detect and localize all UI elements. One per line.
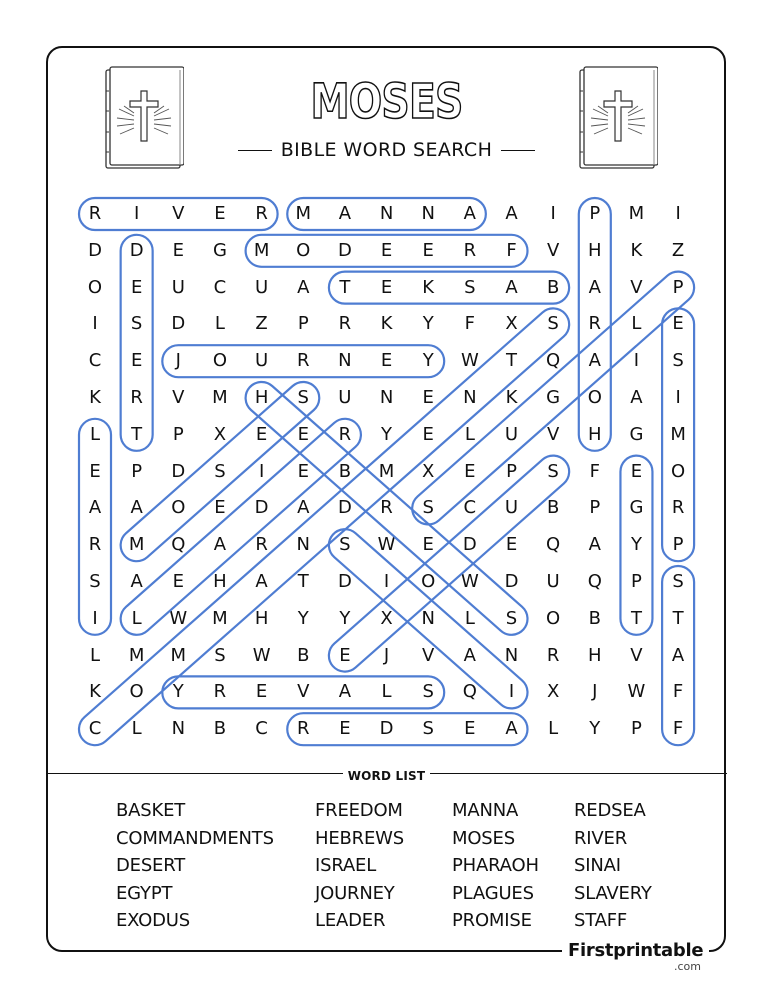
grid-letter: T	[630, 607, 642, 629]
grid-letter: C	[88, 350, 102, 372]
grid-letter: T	[506, 350, 517, 372]
word-highlight-manna	[287, 198, 486, 230]
grid-letter: U	[171, 276, 185, 298]
grid-letter: E	[422, 534, 434, 556]
grid-letter: N	[171, 718, 186, 740]
grid-letter: Q	[171, 534, 186, 556]
grid-letter: B	[546, 276, 560, 298]
grid-letter: R	[463, 239, 477, 261]
grid-letter: L	[464, 423, 475, 445]
grid-letter: V	[172, 387, 185, 408]
grid-letter: D	[462, 534, 477, 556]
grid-letter: E	[380, 350, 393, 372]
grid-letter: W	[169, 607, 188, 629]
grid-letter: B	[297, 644, 310, 666]
grid-letter: H	[213, 571, 227, 592]
grid-letter: L	[381, 681, 392, 703]
grid-letter: E	[422, 423, 434, 445]
grid-letter: O	[296, 239, 311, 261]
word-list-item: EXODUS	[116, 910, 190, 931]
grid-letter: S	[672, 350, 684, 372]
grid-letter: Y	[630, 534, 642, 556]
word-highlight-israel	[79, 419, 111, 635]
word-highlight-slavery	[162, 676, 444, 708]
grid-letter: K	[380, 313, 393, 335]
grid-letter: P	[631, 571, 642, 592]
grid-letter: R	[338, 423, 352, 445]
grid-letter: E	[505, 534, 518, 556]
grid-letter: C	[255, 718, 268, 740]
grid-letter: D	[129, 239, 144, 261]
grid-letter: S	[130, 313, 143, 335]
grid-letter: A	[213, 534, 227, 556]
word-highlight-commandments	[72, 302, 575, 752]
grid-letter: E	[630, 460, 643, 482]
grid-letter: E	[464, 460, 476, 482]
grid-letter: V	[172, 203, 185, 224]
grid-letter: A	[671, 644, 685, 666]
grid-letter: D	[171, 313, 186, 335]
grid-letter: M	[170, 644, 187, 666]
grid-letter: I	[675, 387, 681, 408]
grid-letter: E	[422, 239, 434, 261]
grid-letter: I	[258, 460, 265, 482]
grid-letter: S	[505, 607, 518, 629]
word-highlight-river	[79, 198, 278, 230]
grid-letter: I	[92, 313, 98, 335]
grid-letter: D	[337, 497, 352, 519]
word-list-item: FREEDOM	[315, 800, 403, 821]
grid-letter: E	[297, 423, 309, 445]
grid-letter: F	[589, 460, 600, 482]
grid-letter: T	[672, 607, 684, 629]
grid-letter: W	[252, 644, 271, 666]
grid-letter: O	[671, 460, 686, 482]
grid-letter: Y	[339, 607, 351, 629]
grid-letter: E	[464, 718, 476, 740]
grid-letter: F	[672, 681, 684, 703]
grid-letter: O	[587, 387, 602, 408]
word-highlight-plagues	[406, 265, 701, 531]
grid-letter: Y	[172, 681, 184, 703]
grid-letter: X	[380, 607, 393, 629]
grid-letter: L	[89, 644, 101, 666]
word-list-item: PROMISE	[452, 910, 532, 931]
grid-letter: A	[588, 276, 601, 298]
word-list-item: STAFF	[574, 910, 628, 931]
grid-letter: J	[383, 644, 390, 666]
grid-letter: W	[460, 571, 479, 592]
grid-letter: I	[133, 203, 140, 224]
grid-letter: P	[672, 534, 684, 556]
grid-letter: W	[627, 681, 646, 703]
grid-letter: A	[588, 534, 601, 556]
grid-letter: P	[672, 276, 684, 298]
grid-letter: G	[629, 423, 644, 445]
word-list-column-2	[315, 797, 404, 935]
grid-letter: P	[589, 497, 601, 519]
grid-letter: E	[214, 497, 226, 519]
word-highlight-redsea	[287, 713, 527, 745]
grid-letter: L	[464, 607, 475, 629]
grid-letter: A	[463, 644, 476, 666]
grid-letter: N	[338, 350, 352, 372]
grid-letter: S	[672, 571, 684, 592]
grid-letter: O	[129, 681, 144, 703]
grid-letter: G	[629, 497, 644, 519]
word-list-column-3	[452, 797, 539, 935]
word-list-item: PHARAOH	[452, 855, 539, 876]
grid-letter: A	[297, 276, 310, 298]
word-list-item: SLAVERY	[574, 882, 652, 904]
grid-letter: L	[131, 718, 142, 740]
grid-letter: U	[546, 571, 560, 592]
grid-letter: B	[588, 607, 601, 629]
grid-letter: Z	[671, 239, 685, 261]
grid-letter: A	[505, 718, 518, 740]
grid-letter: I	[675, 203, 681, 224]
grid-letter: K	[89, 681, 101, 703]
grid-letter: N	[379, 203, 394, 224]
grid-letter: R	[255, 203, 268, 224]
grid-letter: V	[546, 239, 560, 261]
grid-letter: S	[214, 644, 226, 666]
grid-letter: K	[505, 387, 518, 408]
grid-letter: E	[130, 350, 143, 372]
grid-letter: I	[550, 203, 556, 224]
grid-letter: O	[171, 497, 186, 519]
grid-letter: K	[422, 276, 435, 298]
word-highlight-desert	[121, 235, 153, 451]
grid-letter: L	[631, 313, 642, 335]
grid-letter: S	[547, 313, 559, 335]
grid-letter: A	[130, 571, 143, 592]
grid-letter: U	[255, 276, 269, 298]
grid-letter: R	[255, 534, 268, 556]
grid-letter: Q	[462, 681, 477, 703]
grid-letter: R	[296, 718, 310, 740]
grid-letter: P	[131, 460, 143, 482]
grid-letter: R	[213, 681, 227, 703]
grid-letter: U	[338, 387, 352, 408]
grid-letter: E	[255, 423, 268, 445]
grid-letter: A	[255, 571, 268, 592]
grid-letter: D	[379, 718, 394, 740]
grid-letter: G	[546, 387, 561, 408]
grid-letter: X	[505, 313, 518, 335]
grid-letter: A	[338, 681, 352, 703]
grid-letter: I	[508, 681, 515, 703]
grid-letter: F	[506, 239, 517, 261]
grid-letter: U	[504, 423, 519, 445]
word-highlight-promise	[662, 308, 694, 561]
word-highlight-sinai	[322, 523, 534, 715]
grid-letter: C	[88, 718, 102, 740]
grid-letter: H	[254, 387, 269, 408]
grid-letter: N	[296, 534, 310, 556]
brand-suffix: .com	[674, 960, 701, 973]
grid-letter: Y	[381, 423, 393, 445]
grid-letter: S	[547, 460, 559, 482]
page-title: MOSES	[310, 74, 463, 130]
grid-letter: O	[421, 571, 436, 592]
grid-letter: M	[628, 203, 645, 224]
grid-letter: Q	[546, 350, 561, 372]
grid-letter: S	[214, 460, 226, 482]
grid-letter: E	[422, 387, 434, 408]
grid-letter: N	[379, 387, 394, 408]
grid-letter: B	[338, 460, 352, 482]
grid-letter: S	[422, 497, 434, 519]
grid-letter: R	[380, 497, 393, 519]
grid-letter: E	[214, 203, 226, 224]
grid-letter: D	[171, 460, 186, 482]
grid-letter: P	[172, 423, 184, 445]
grid-letter: D	[337, 239, 352, 261]
word-highlight-freedom	[246, 235, 528, 267]
grid-letter: S	[464, 276, 476, 298]
grid-letter: M	[295, 203, 312, 224]
grid-letter: W	[460, 350, 479, 372]
grid-letter: E	[380, 239, 393, 261]
grid-letter: M	[128, 644, 145, 666]
grid-letter: N	[463, 387, 477, 408]
grid-letter: M	[212, 387, 228, 408]
word-list-item: RIVER	[574, 827, 628, 849]
word-list-item: EGYPT	[116, 882, 173, 904]
grid-letter: V	[297, 681, 310, 703]
grid-letter: E	[339, 718, 351, 740]
word-list-item: REDSEA	[574, 800, 646, 821]
grid-letter: P	[506, 460, 517, 482]
grid-letter: O	[546, 607, 561, 629]
grid-letter: W	[377, 534, 396, 556]
grid-letter: A	[505, 276, 518, 298]
grid-letter: C	[463, 497, 477, 519]
grid-letter: Y	[422, 313, 434, 335]
grid-letter: A	[297, 497, 310, 519]
word-list-item: COMMANDMENTS	[116, 827, 274, 849]
grid-letter: N	[504, 644, 519, 666]
word-highlight-egypt	[620, 456, 652, 635]
grid-letter: R	[296, 350, 310, 372]
subtitle-text: BIBLE WORD SEARCH	[280, 139, 493, 161]
grid-letter: T	[339, 276, 351, 298]
grid-letter: L	[131, 607, 142, 629]
grid-letter: H	[254, 607, 269, 629]
grid-letter: P	[589, 203, 601, 224]
grid-letter: D	[504, 571, 519, 592]
grid-letter: G	[212, 239, 227, 261]
grid-letter: C	[213, 276, 227, 298]
word-list-item: BASKET	[116, 800, 186, 821]
grid-letter: X	[213, 423, 227, 445]
grid-letter: S	[422, 681, 434, 703]
grid-letter: N	[421, 203, 435, 224]
grid-letter: R	[88, 534, 102, 556]
grid-letter: T	[297, 571, 309, 592]
grid-letter: L	[89, 423, 101, 445]
word-highlight-journey	[162, 345, 444, 377]
grid-letter: E	[89, 460, 101, 482]
word-highlight-leader	[114, 412, 367, 641]
grid-letter: Y	[422, 350, 434, 372]
grid-letter: A	[338, 203, 352, 224]
grid-letter: E	[172, 571, 184, 592]
grid-letter: H	[588, 644, 602, 666]
grid-letter: Y	[297, 607, 309, 629]
grid-letter: S	[297, 387, 309, 408]
grid-letter: E	[297, 460, 309, 482]
grid-letter: V	[546, 423, 560, 445]
grid-letter: R	[130, 387, 143, 408]
grid-letter: U	[504, 497, 519, 519]
grid-letter: I	[92, 607, 98, 629]
grid-letter: S	[422, 718, 434, 740]
word-list-item: ISRAEL	[315, 855, 377, 876]
grid-letter: A	[88, 497, 102, 519]
grid-letter: L	[548, 718, 559, 740]
grid-letter: B	[213, 718, 227, 740]
grid-letter: J	[175, 350, 181, 372]
word-list-item: LEADER	[315, 910, 386, 931]
grid-letter: P	[297, 313, 309, 335]
word-list-column-1	[116, 797, 274, 935]
grid-letter: M	[212, 607, 228, 629]
grid-letter: A	[463, 203, 476, 224]
grid-letter: M	[128, 534, 145, 556]
grid-letter: I	[383, 571, 390, 592]
grid-letter: R	[338, 313, 352, 335]
grid-letter: K	[630, 239, 643, 261]
grid-letter: S	[89, 571, 101, 592]
grid-letter: Z	[255, 313, 268, 335]
grid-letter: H	[588, 423, 602, 445]
grid-letter: I	[633, 350, 640, 372]
word-highlight-staff	[662, 566, 694, 745]
grid-letter: M	[670, 423, 686, 445]
grid-letter: A	[588, 350, 601, 372]
grid-letter: K	[89, 387, 101, 408]
grid-letter: U	[255, 350, 269, 372]
word-list-heading: WORD LIST	[0, 765, 773, 784]
grid-letter: D	[254, 497, 269, 519]
brand-logo: Firstprintable	[562, 940, 709, 961]
grid-letter: Q	[546, 534, 561, 556]
word-list-item: DESERT	[116, 855, 186, 876]
grid-letter: E	[380, 276, 393, 298]
grid-letter: T	[131, 423, 143, 445]
word-highlight-hebrews	[239, 375, 534, 641]
grid-letter: F	[672, 718, 684, 740]
grid-letter: P	[631, 718, 642, 740]
grid-letter: A	[630, 387, 643, 408]
word-list-item: MANNA	[452, 800, 519, 821]
grid-letter: A	[130, 497, 143, 519]
grid-letter: R	[588, 313, 602, 335]
grid-letter: E	[672, 313, 684, 335]
grid-letter: E	[339, 644, 351, 666]
grid-letter: E	[255, 681, 268, 703]
word-list-item: JOURNEY	[315, 882, 395, 904]
word-highlight-exodus	[322, 449, 575, 678]
grid-letter: O	[87, 276, 103, 298]
grid-letter: M	[378, 460, 395, 482]
grid-letter: V	[630, 276, 643, 298]
grid-letter: Y	[589, 718, 601, 740]
grid-letter: M	[253, 239, 270, 261]
grid-letter: V	[422, 644, 435, 666]
grid-letter: N	[421, 607, 435, 629]
grid-letter: X	[546, 681, 560, 703]
word-list-item: MOSES	[452, 827, 515, 849]
grid-letter: R	[546, 644, 560, 666]
grid-letter: V	[630, 644, 643, 666]
word-highlight-basket	[329, 272, 569, 304]
grid-letter: R	[671, 497, 685, 519]
grid-letter: A	[505, 203, 518, 224]
grid-letter: L	[214, 313, 225, 335]
grid-letter: J	[592, 681, 598, 703]
word-list-item: HEBREWS	[315, 827, 404, 849]
grid-letter: S	[339, 534, 351, 556]
grid-letter: F	[464, 313, 476, 335]
grid-letter: E	[130, 276, 143, 298]
grid-letter: O	[212, 350, 228, 372]
word-highlight-pharaoh	[579, 198, 611, 451]
grid-letter: D	[88, 239, 102, 261]
grid-letter: X	[422, 460, 435, 482]
grid-letter: Q	[587, 571, 602, 592]
grid-letter: E	[172, 239, 184, 261]
word-list-column-4	[574, 797, 652, 935]
grid-letter: B	[546, 497, 560, 519]
word-list-item: SINAI	[574, 855, 621, 876]
grid-letter: R	[88, 203, 102, 224]
word-list-item: PLAGUES	[452, 882, 534, 904]
grid-letter: D	[337, 571, 352, 592]
grid-letter: H	[588, 239, 602, 261]
